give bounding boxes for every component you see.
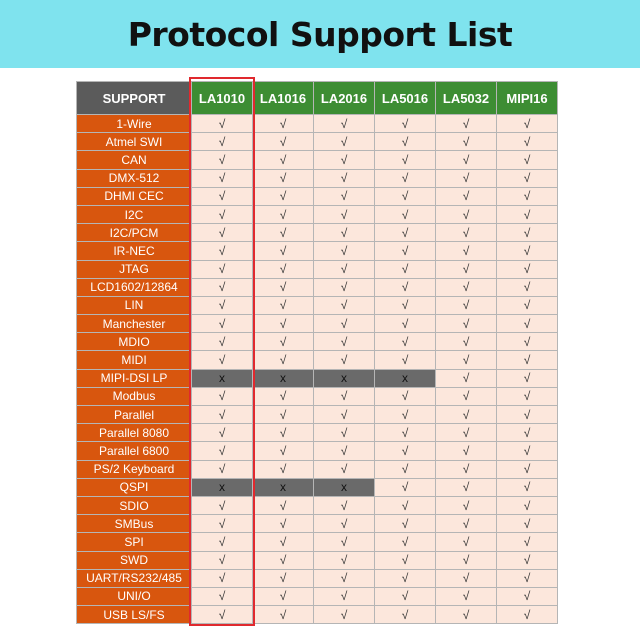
supported-check-mark: √ [375,424,436,442]
supported-check-mark: √ [436,351,497,369]
supported-check-mark: √ [497,260,558,278]
supported-check-mark: √ [192,260,253,278]
supported-check-mark: √ [497,606,558,624]
protocol-name: Parallel 6800 [77,442,192,460]
table-row [77,224,558,242]
protocol-name: MIDI [77,351,192,369]
supported-check-mark: √ [436,242,497,260]
protocol-name: 1-Wire [77,115,192,133]
supported-check-mark: √ [192,278,253,296]
protocol-name: UNI/O [77,587,192,605]
protocol-name: IR-NEC [77,242,192,260]
supported-check-mark: √ [497,551,558,569]
supported-check-mark: √ [192,460,253,478]
supported-check-mark: √ [253,278,314,296]
supported-check-mark: √ [253,133,314,151]
supported-check-mark: √ [192,224,253,242]
supported-check-mark: √ [253,387,314,405]
table-row [77,424,558,442]
supported-check-mark: √ [192,533,253,551]
table-row [77,442,558,460]
table-row [77,478,558,496]
protocol-name: DMX-512 [77,169,192,187]
supported-check-mark: √ [497,351,558,369]
supported-check-mark: √ [375,187,436,205]
supported-check-mark: √ [497,296,558,314]
supported-check-mark: √ [436,424,497,442]
supported-check-mark: √ [253,351,314,369]
supported-check-mark: √ [497,369,558,387]
unsupported-mark: x [314,369,375,387]
supported-check-mark: √ [192,333,253,351]
supported-check-mark: √ [375,296,436,314]
supported-check-mark: √ [436,260,497,278]
supported-check-mark: √ [436,369,497,387]
support-header: SUPPORT [77,82,192,115]
supported-check-mark: √ [314,133,375,151]
unsupported-mark: x [253,478,314,496]
protocol-name: DHMI CEC [77,187,192,205]
supported-check-mark: √ [192,242,253,260]
table-row [77,260,558,278]
protocol-name: LIN [77,296,192,314]
supported-check-mark: √ [436,406,497,424]
supported-check-mark: √ [497,242,558,260]
supported-check-mark: √ [192,151,253,169]
supported-check-mark: √ [436,569,497,587]
supported-check-mark: √ [192,442,253,460]
table-row [77,496,558,514]
supported-check-mark: √ [314,151,375,169]
supported-check-mark: √ [253,187,314,205]
supported-check-mark: √ [314,496,375,514]
supported-check-mark: √ [436,151,497,169]
table-row [77,278,558,296]
supported-check-mark: √ [375,242,436,260]
supported-check-mark: √ [192,187,253,205]
supported-check-mark: √ [375,351,436,369]
unsupported-mark: x [192,478,253,496]
supported-check-mark: √ [314,587,375,605]
supported-check-mark: √ [436,224,497,242]
protocol-name: SPI [77,533,192,551]
protocol-support-table [76,81,558,624]
supported-check-mark: √ [192,133,253,151]
supported-check-mark: √ [375,224,436,242]
supported-check-mark: √ [375,169,436,187]
supported-check-mark: √ [375,387,436,405]
supported-check-mark: √ [436,115,497,133]
model-header-mipi16: MIPI16 [497,82,558,115]
protocol-name: JTAG [77,260,192,278]
supported-check-mark: √ [375,587,436,605]
supported-check-mark: √ [436,278,497,296]
title-banner [0,0,640,68]
table-row [77,151,558,169]
supported-check-mark: √ [436,315,497,333]
protocol-name: Parallel 8080 [77,424,192,442]
supported-check-mark: √ [253,205,314,223]
supported-check-mark: √ [192,351,253,369]
supported-check-mark: √ [314,551,375,569]
supported-check-mark: √ [436,387,497,405]
supported-check-mark: √ [253,406,314,424]
table-row [77,115,558,133]
supported-check-mark: √ [497,496,558,514]
unsupported-mark: x [253,369,314,387]
supported-check-mark: √ [436,606,497,624]
supported-check-mark: √ [314,442,375,460]
protocol-name: Manchester [77,315,192,333]
supported-check-mark: √ [192,315,253,333]
supported-check-mark: √ [497,515,558,533]
table-row [77,333,558,351]
supported-check-mark: √ [253,260,314,278]
supported-check-mark: √ [375,278,436,296]
protocol-name: Parallel [77,406,192,424]
page-title: Protocol Support List [127,14,513,54]
protocol-name: MDIO [77,333,192,351]
protocol-name: PS/2 Keyboard [77,460,192,478]
table-row [77,587,558,605]
supported-check-mark: √ [497,205,558,223]
table-row [77,315,558,333]
supported-check-mark: √ [436,205,497,223]
model-header-la1010: LA1010 [192,82,253,115]
model-header-la5032: LA5032 [436,82,497,115]
protocol-name: SDIO [77,496,192,514]
supported-check-mark: √ [314,569,375,587]
supported-check-mark: √ [375,515,436,533]
supported-check-mark: √ [497,115,558,133]
protocol-name: I2C [77,205,192,223]
table-header-row [77,82,558,115]
supported-check-mark: √ [497,151,558,169]
table-row [77,187,558,205]
supported-check-mark: √ [436,169,497,187]
supported-check-mark: √ [314,333,375,351]
supported-check-mark: √ [253,496,314,514]
supported-check-mark: √ [253,460,314,478]
supported-check-mark: √ [192,115,253,133]
supported-check-mark: √ [253,587,314,605]
supported-check-mark: √ [314,515,375,533]
table-row [77,296,558,314]
supported-check-mark: √ [375,406,436,424]
unsupported-mark: x [375,369,436,387]
protocol-name: SWD [77,551,192,569]
supported-check-mark: √ [375,115,436,133]
supported-check-mark: √ [253,569,314,587]
supported-check-mark: √ [436,296,497,314]
protocol-name: USB LS/FS [77,606,192,624]
supported-check-mark: √ [375,533,436,551]
supported-check-mark: √ [375,315,436,333]
supported-check-mark: √ [253,242,314,260]
supported-check-mark: √ [375,496,436,514]
protocol-name: Atmel SWI [77,133,192,151]
protocol-name: SMBus [77,515,192,533]
model-header-la1016: LA1016 [253,82,314,115]
table-row [77,515,558,533]
supported-check-mark: √ [497,587,558,605]
supported-check-mark: √ [497,424,558,442]
unsupported-mark: x [192,369,253,387]
supported-check-mark: √ [314,406,375,424]
supported-check-mark: √ [314,224,375,242]
supported-check-mark: √ [497,278,558,296]
protocol-name: CAN [77,151,192,169]
supported-check-mark: √ [375,551,436,569]
supported-check-mark: √ [497,478,558,496]
table-row [77,242,558,260]
supported-check-mark: √ [192,424,253,442]
supported-check-mark: √ [253,551,314,569]
supported-check-mark: √ [314,296,375,314]
protocol-name: MIPI-DSI LP [77,369,192,387]
supported-check-mark: √ [375,333,436,351]
supported-check-mark: √ [253,296,314,314]
supported-check-mark: √ [497,169,558,187]
table-row [77,387,558,405]
supported-check-mark: √ [436,587,497,605]
supported-check-mark: √ [375,133,436,151]
supported-check-mark: √ [314,115,375,133]
supported-check-mark: √ [375,151,436,169]
table-row [77,569,558,587]
supported-check-mark: √ [192,406,253,424]
supported-check-mark: √ [375,569,436,587]
supported-check-mark: √ [253,315,314,333]
supported-check-mark: √ [497,569,558,587]
supported-check-mark: √ [314,315,375,333]
supported-check-mark: √ [192,587,253,605]
protocol-name: Modbus [77,387,192,405]
supported-check-mark: √ [436,515,497,533]
supported-check-mark: √ [497,533,558,551]
supported-check-mark: √ [497,460,558,478]
supported-check-mark: √ [192,606,253,624]
supported-check-mark: √ [253,442,314,460]
supported-check-mark: √ [497,133,558,151]
supported-check-mark: √ [497,315,558,333]
protocol-name: UART/RS232/485 [77,569,192,587]
supported-check-mark: √ [314,260,375,278]
supported-check-mark: √ [314,278,375,296]
supported-check-mark: √ [497,187,558,205]
supported-check-mark: √ [192,569,253,587]
table-row [77,351,558,369]
protocol-name: QSPI [77,478,192,496]
table-row [77,169,558,187]
model-header-la2016: LA2016 [314,82,375,115]
supported-check-mark: √ [436,478,497,496]
supported-check-mark: √ [192,496,253,514]
supported-check-mark: √ [314,351,375,369]
supported-check-mark: √ [253,224,314,242]
supported-check-mark: √ [192,169,253,187]
model-header-la5016: LA5016 [375,82,436,115]
supported-check-mark: √ [436,496,497,514]
supported-check-mark: √ [436,333,497,351]
supported-check-mark: √ [253,606,314,624]
unsupported-mark: x [314,478,375,496]
supported-check-mark: √ [314,606,375,624]
supported-check-mark: √ [375,442,436,460]
supported-check-mark: √ [436,133,497,151]
supported-check-mark: √ [192,551,253,569]
table-row [77,369,558,387]
table-row [77,606,558,624]
protocol-name: LCD1602/12864 [77,278,192,296]
supported-check-mark: √ [436,187,497,205]
supported-check-mark: √ [375,260,436,278]
supported-check-mark: √ [375,460,436,478]
supported-check-mark: √ [375,478,436,496]
supported-check-mark: √ [253,115,314,133]
supported-check-mark: √ [253,533,314,551]
supported-check-mark: √ [253,333,314,351]
supported-check-mark: √ [436,551,497,569]
protocol-name: I2C/PCM [77,224,192,242]
table-body [77,115,558,624]
supported-check-mark: √ [314,169,375,187]
supported-check-mark: √ [375,205,436,223]
supported-check-mark: √ [436,442,497,460]
supported-check-mark: √ [314,242,375,260]
supported-check-mark: √ [314,387,375,405]
supported-check-mark: √ [253,515,314,533]
supported-check-mark: √ [436,533,497,551]
supported-check-mark: √ [314,460,375,478]
supported-check-mark: √ [192,205,253,223]
supported-check-mark: √ [314,533,375,551]
table-row [77,205,558,223]
table-row [77,460,558,478]
supported-check-mark: √ [497,224,558,242]
table-row [77,133,558,151]
supported-check-mark: √ [192,296,253,314]
supported-check-mark: √ [314,187,375,205]
supported-check-mark: √ [192,387,253,405]
supported-check-mark: √ [192,515,253,533]
table-row [77,533,558,551]
supported-check-mark: √ [497,333,558,351]
supported-check-mark: √ [497,442,558,460]
supported-check-mark: √ [436,460,497,478]
supported-check-mark: √ [497,387,558,405]
supported-check-mark: √ [314,205,375,223]
supported-check-mark: √ [375,606,436,624]
supported-check-mark: √ [253,151,314,169]
supported-check-mark: √ [314,424,375,442]
table-row [77,551,558,569]
table-row [77,406,558,424]
supported-check-mark: √ [497,406,558,424]
supported-check-mark: √ [253,169,314,187]
supported-check-mark: √ [253,424,314,442]
